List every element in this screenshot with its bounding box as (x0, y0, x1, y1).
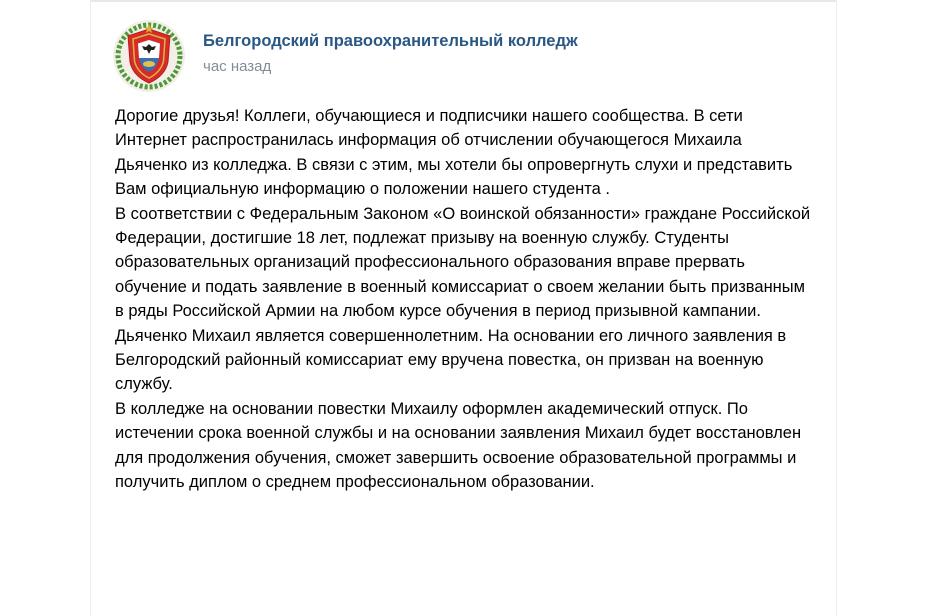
avatar[interactable] (113, 20, 185, 92)
post-header (113, 20, 816, 96)
post-paragraph: В соответствии с Федеральным Законом «О воинской обязанности» граждане Российской Федерации, достигшие 18 лет, подлежат призыву на военную службу. Студенты образовательных организаций профессионального образования вправе прервать обучение и подать заявление в военный комиссариат о своем желании быть призванным в ряды Российской Армии на любом курсе обучения в период призывной кампании. (115, 204, 811, 321)
post-paragraph: Дорогие друзья! Коллеги, обучающиеся и подписчики нашего сообщества. В сети Интернет распространилась информация об отчислении обучающегося Михаила Дьяченко из колледжа. В связи с этим, мы хотели бы опровергнуть слухи и представить Вам официальную информацию о положении нашего студента . (115, 107, 793, 199)
college-emblem-icon (113, 20, 185, 92)
divider (91, 0, 836, 2)
post-paragraph: В колледже на основании повестки Михаилу оформлен академический отпуск. По истечении срока военной службы и на основании заявления Михаил будет восстановлен для продолжения обучения, сможет завершить освоение образовательной программы и получить диплом о среднем профессиональном образовании. (115, 399, 802, 492)
post-paragraph: Дьяченко Михаил является совершеннолетним. На основании его личного заявления в Белгородский районный комиссариат ему вручена повестка, он призван на военную службу. (115, 326, 787, 394)
author-name-link[interactable]: Белгородский правоохранительный колледж (203, 32, 578, 50)
post-text (115, 104, 815, 495)
post-card (90, 0, 837, 616)
post-timestamp[interactable]: час назад (203, 58, 272, 75)
